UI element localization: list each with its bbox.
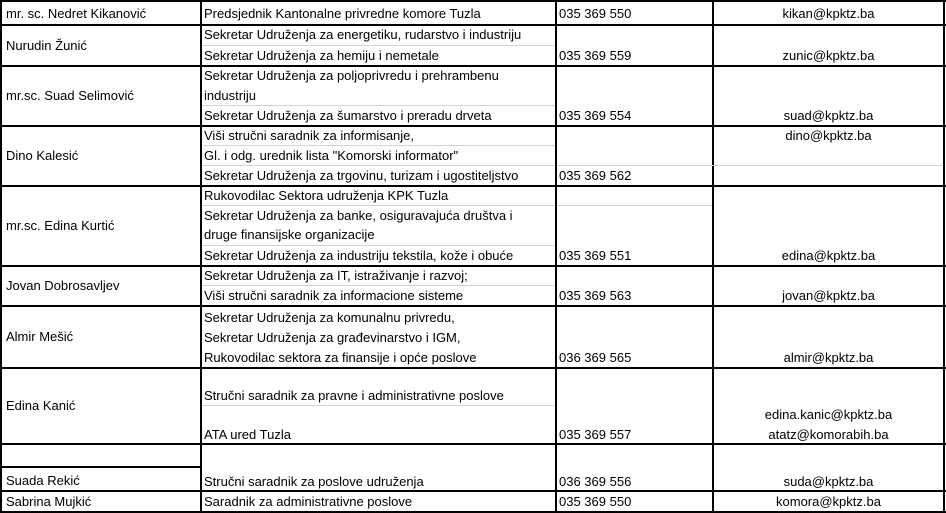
position-text: Viši stručni saradnik za informacione sisteme bbox=[204, 288, 464, 303]
position-text: Predsjednik Kantonalne privredne komore Tuzla bbox=[204, 6, 481, 21]
grid-line bbox=[0, 0, 2, 513]
grid-line bbox=[0, 305, 946, 307]
phone-number: 035 369 550 bbox=[559, 6, 632, 21]
email-address[interactable]: almir@kpktz.ba bbox=[783, 350, 874, 365]
employee-name: Suada Rekić bbox=[6, 473, 80, 488]
position-text: Sekretar Udruženja za banke, osiguravajuća društva i bbox=[204, 208, 513, 223]
grid-line bbox=[202, 285, 555, 286]
position-text: Viši stručni saradnik za informisanje, bbox=[204, 128, 415, 143]
phone-number: 035 369 559 bbox=[559, 48, 632, 63]
grid-line bbox=[202, 105, 555, 106]
position-text: Sekretar Udruženja za šumarstvo i preradu drveta bbox=[204, 108, 492, 123]
phone-number: 036 369 565 bbox=[559, 350, 632, 365]
phone-number: 035 369 550 bbox=[559, 494, 632, 509]
employee-name: Sabrina Mujkić bbox=[6, 494, 92, 509]
grid-line bbox=[202, 165, 555, 166]
position-text: Sekretar Udruženja za hemiju i nemetale bbox=[204, 48, 439, 63]
position-text: Saradnik za administrativne poslove bbox=[204, 494, 413, 509]
grid-line bbox=[200, 0, 202, 513]
position-text: Sekretar Udruženja za IT, istraživanje i razvoj; bbox=[204, 268, 468, 283]
email-address[interactable]: suda@kpktz.ba bbox=[783, 474, 874, 489]
grid-line bbox=[0, 265, 946, 267]
grid-line bbox=[202, 45, 555, 46]
grid-line bbox=[943, 0, 945, 513]
phone-number: 035 369 554 bbox=[559, 108, 632, 123]
grid-line bbox=[0, 466, 202, 468]
employee-name: mr.sc. Edina Kurtić bbox=[6, 218, 115, 233]
grid-line bbox=[202, 145, 555, 146]
position-text: Stručni saradnik za poslove udruženja bbox=[204, 474, 424, 489]
phone-number: 035 369 551 bbox=[559, 248, 632, 263]
position-text: Gl. i odg. urednik lista "Komorski informator" bbox=[204, 148, 459, 163]
position-text: druge finansijske organizacije bbox=[204, 227, 375, 242]
position-text: Rukovodilac Sektora udruženja KPK Tuzla bbox=[204, 188, 449, 203]
grid-line bbox=[202, 405, 555, 406]
position-text: ATA ured Tuzla bbox=[204, 427, 291, 442]
email-address[interactable]: zunic@kpktz.ba bbox=[782, 48, 875, 63]
phone-number: 035 369 557 bbox=[559, 427, 632, 442]
employee-name: mr. sc. Nedret Kikanović bbox=[6, 6, 147, 21]
position-text: Sekretar Udruženja za građevinarstvo i IGM, bbox=[204, 330, 461, 345]
email-address[interactable]: dino@kpktz.ba bbox=[785, 128, 872, 143]
email-address[interactable]: kikan@kpktz.ba bbox=[782, 6, 875, 21]
phone-number: 035 369 563 bbox=[559, 288, 632, 303]
email-address[interactable]: edina@kpktz.ba bbox=[781, 248, 876, 263]
grid-line bbox=[202, 245, 555, 246]
grid-line bbox=[202, 205, 555, 206]
position-text: Sekretar Udruženja za energetiku, rudarstvo i industriju bbox=[204, 27, 522, 42]
position-text: Sekretar Udruženja za industriju tekstila, kože i obuće bbox=[204, 248, 514, 263]
grid-line bbox=[557, 165, 943, 166]
employee-name: Jovan Dobrosavljev bbox=[6, 278, 120, 293]
email-address[interactable]: jovan@kpktz.ba bbox=[782, 288, 875, 303]
position-text: Sekretar Udruženja za trgovinu, turizam i ugostiteljstvo bbox=[204, 168, 519, 183]
position-text: Rukovodilac sektora za finansije i opće poslove bbox=[204, 350, 477, 365]
employee-name: Almir Mešić bbox=[6, 329, 74, 344]
email-address[interactable]: komora@kpktz.ba bbox=[776, 494, 881, 509]
employee-name: Nurudin Žunić bbox=[6, 38, 87, 53]
position-text: Sekretar Udruženja za komunalnu privredu, bbox=[204, 310, 455, 325]
employee-name: Dino Kalesić bbox=[6, 148, 79, 163]
grid-line bbox=[0, 367, 946, 369]
position-text: Stručni saradnik za pravne i administrativne poslove bbox=[204, 388, 504, 403]
grid-line bbox=[0, 0, 946, 2]
grid-line bbox=[555, 0, 557, 513]
email-address[interactable]: suad@kpktz.ba bbox=[783, 108, 874, 123]
email-address[interactable]: atatz@komorabih.ba bbox=[768, 427, 889, 442]
email-address[interactable]: edina.kanic@kpktz.ba bbox=[764, 407, 893, 422]
employee-name: mr.sc. Suad Selimović bbox=[6, 88, 134, 103]
employee-name: Edina Kanić bbox=[6, 398, 76, 413]
grid-line bbox=[557, 205, 712, 206]
phone-number: 036 369 556 bbox=[559, 474, 632, 489]
position-text: Sekretar Udruženja za poljoprivredu i prehrambenu bbox=[204, 68, 499, 83]
position-text: industriju bbox=[204, 88, 257, 103]
phone-number: 035 369 562 bbox=[559, 168, 632, 183]
grid-line bbox=[0, 185, 946, 187]
